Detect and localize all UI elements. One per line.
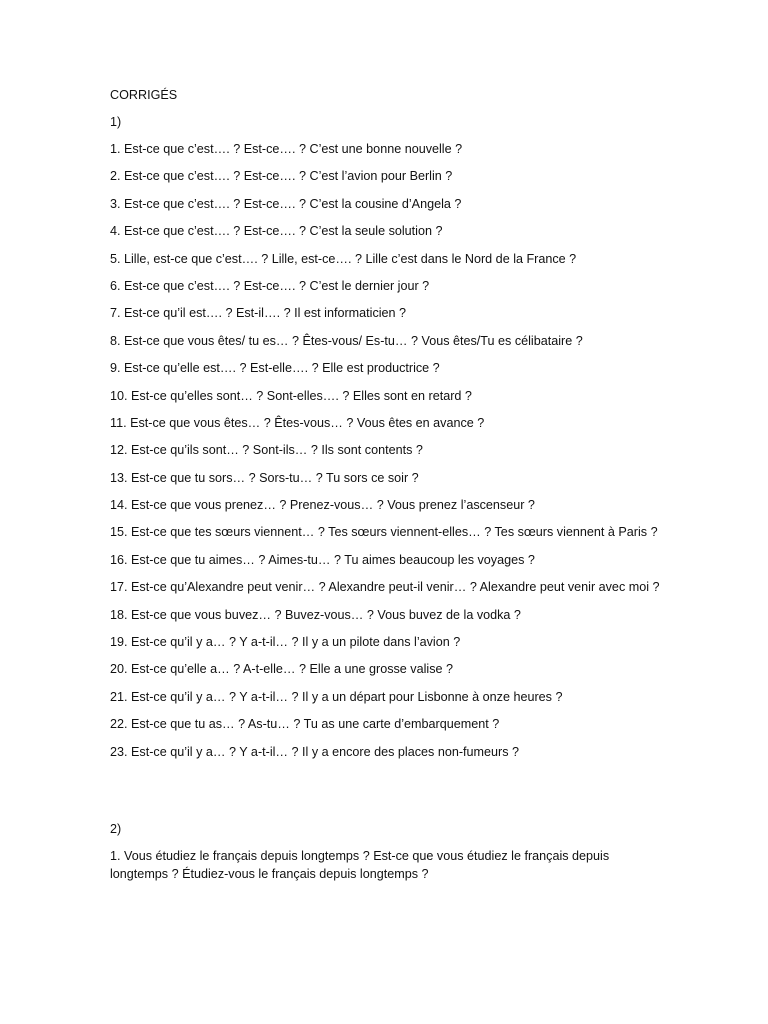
document-page bbox=[110, 86, 670, 892]
answer-line-17: 17. Est-ce qu’Alexandre peut venir… ? Alexandre peut-il venir… ? Alexandre peut venir avec moi ? bbox=[110, 580, 660, 595]
answer-line-11: 11. Est-ce que vous êtes… ? Êtes-vous… ? Vous êtes en avance ? bbox=[110, 415, 485, 430]
answer-line-2-1: 1. Vous étudiez le français depuis longtemps ? Est-ce que vous étudiez le français depuis longtemps ? Étudiez-vous le français depuis longtemps ? bbox=[110, 848, 610, 881]
answer-line-18: 18. Est-ce que vous buvez… ? Buvez-vous… ? Vous buvez de la vodka ? bbox=[110, 607, 521, 622]
answer-line-10: 10. Est-ce qu’elles sont… ? Sont-elles…. ? Elles sont en retard ? bbox=[110, 388, 472, 403]
answer-line-3: 3. Est-ce que c’est…. ? Est-ce…. ? C’est la cousine d’Angela ? bbox=[110, 196, 462, 211]
answer-line-22: 22. Est-ce que tu as… ? As-tu… ? Tu as une carte d’embarquement ? bbox=[110, 717, 500, 732]
answer-line-20: 20. Est-ce qu’elle a… ? A-t-elle… ? Elle a une grosse valise ? bbox=[110, 662, 454, 677]
answer-line-14: 14. Est-ce que vous prenez… ? Prenez-vous… ? Vous prenez l’ascenseur ? bbox=[110, 498, 535, 513]
answer-line-15: 15. Est-ce que tes sœurs viennent… ? Tes sœurs viennent-elles… ? Tes sœurs viennent à Paris ? bbox=[110, 525, 658, 540]
section-2-label: 2) bbox=[110, 821, 122, 836]
answer-line-13: 13. Est-ce que tu sors… ? Sors-tu… ? Tu sors ce soir ? bbox=[110, 470, 419, 485]
section-1-label: 1) bbox=[110, 115, 122, 129]
section-2-list bbox=[110, 847, 670, 883]
answer-line-9: 9. Est-ce qu’elle est…. ? Est-elle…. ? Elle est productrice ? bbox=[110, 361, 440, 376]
section-spacer bbox=[110, 770, 670, 820]
answer-line-1: 1. Est-ce que c’est…. ? Est-ce…. ? C’est une bonne nouvelle ? bbox=[110, 142, 463, 156]
section-1-list bbox=[110, 140, 670, 761]
answer-line-8: 8. Est-ce que vous êtes/ tu es… ? Êtes-vous/ Es-tu… ? Vous êtes/Tu es célibataire ? bbox=[110, 333, 583, 348]
answer-line-7: 7. Est-ce qu’il est…. ? Est-il…. ? Il est informaticien ? bbox=[110, 306, 407, 321]
answer-line-4: 4. Est-ce que c’est…. ? Est-ce…. ? C’est la seule solution ? bbox=[110, 224, 443, 239]
answer-line-2: 2. Est-ce que c’est…. ? Est-ce…. ? C’est l’avion pour Berlin ? bbox=[110, 169, 453, 184]
answer-line-5: 5. Lille, est-ce que c’est…. ? Lille, est-ce…. ? Lille c’est dans le Nord de la France ? bbox=[110, 251, 577, 266]
answer-line-19: 19. Est-ce qu’il y a… ? Y a-t-il… ? Il y a un pilote dans l’avion ? bbox=[110, 635, 461, 650]
answer-line-21: 21. Est-ce qu’il y a… ? Y a-t-il… ? Il y a un départ pour Lisbonne à onze heures ? bbox=[110, 689, 563, 704]
answer-line-23: 23. Est-ce qu’il y a… ? Y a-t-il… ? Il y a encore des places non-fumeurs ? bbox=[110, 744, 520, 759]
answer-line-6: 6. Est-ce que c’est…. ? Est-ce…. ? C’est le dernier jour ? bbox=[110, 278, 430, 293]
page-title: CORRIGÉS bbox=[110, 88, 178, 102]
answer-line-16: 16. Est-ce que tu aimes… ? Aimes-tu… ? Tu aimes beaucoup les voyages ? bbox=[110, 552, 535, 567]
answer-line-12: 12. Est-ce qu’ils sont… ? Sont-ils… ? Ils sont contents ? bbox=[110, 443, 423, 458]
